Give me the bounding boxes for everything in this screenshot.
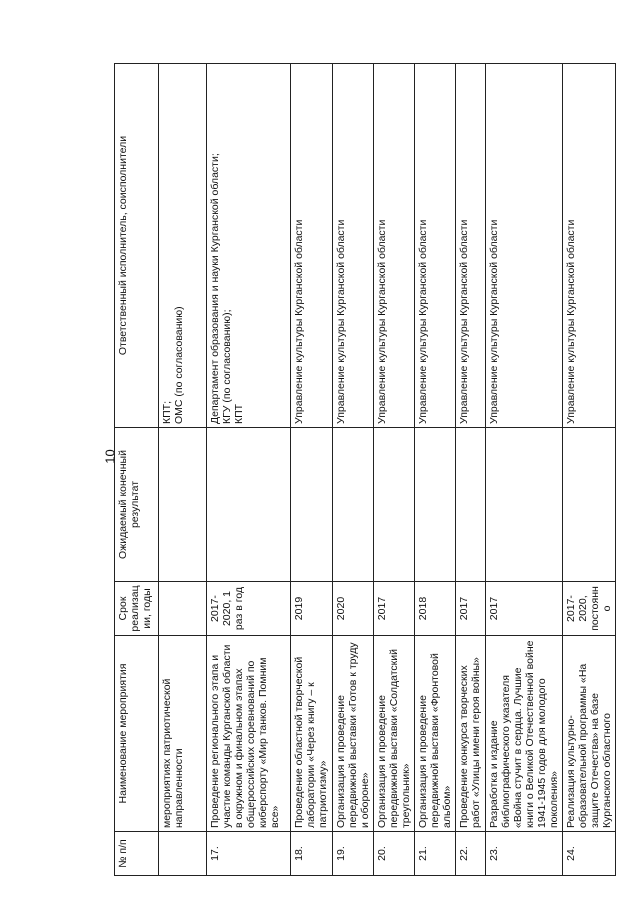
table-row — [291, 64, 333, 876]
measure-term: 2017-2020, постоянно — [563, 582, 616, 636]
table-row — [415, 64, 456, 876]
measure-name: Разработка и издание библиографического указателя «Война стучит в сердца. Лучшие книги о Великой Отечественной войне 1941-1945 годов для молодого поколения» — [486, 636, 563, 832]
executor-line: Департамент образования и науки Курганской области; — [209, 153, 221, 424]
executor-line: Управление культуры Курганской области — [376, 219, 388, 424]
row-number: 24. — [563, 832, 616, 876]
table-row — [333, 64, 374, 876]
table-row — [207, 64, 291, 876]
row-number — [159, 832, 207, 876]
row-number: 17. — [207, 832, 291, 876]
measure-name: Организация и проведение передвижной выставки «Готов к труду и обороне» — [333, 636, 374, 832]
measure-term — [159, 582, 207, 636]
table-header-row — [115, 64, 159, 876]
measure-name: мероприятиях патриотической направленности — [159, 636, 207, 832]
executor-cell — [159, 64, 207, 428]
measure-name: Организация и проведение передвижной выставки «Фронтовой альбом» — [415, 636, 456, 832]
rotated-document — [114, 64, 613, 876]
table-row — [159, 64, 207, 876]
executor-line: Управление культуры Курганской области — [488, 219, 500, 424]
table-row — [374, 64, 415, 876]
executor-line: КПТ — [233, 403, 245, 424]
executor-line: Управление культуры Курганской области — [458, 219, 470, 424]
table-row — [563, 64, 616, 876]
executor-cell — [207, 64, 291, 428]
measure-term: 2018 — [415, 582, 456, 636]
executor-line: Управление культуры Курганской области — [417, 219, 429, 424]
page-number: 10 — [102, 449, 118, 464]
executor-line: КГУ (по согласованию); — [221, 309, 233, 424]
expected-result — [415, 428, 456, 582]
measure-name: Проведение регионального этапа и участие команды Курганской области в окружном и финальном этапах общероссийских соревнований по киберспорту «Мир танков. Помним все» — [207, 636, 291, 832]
executor-line: ОМС (по согласованию) — [173, 306, 185, 424]
expected-result — [333, 428, 374, 582]
measure-term: 2017 — [486, 582, 563, 636]
row-number: 22. — [456, 832, 486, 876]
header-executor: Ответственный исполнитель, соисполнители — [115, 64, 159, 428]
header-result: Ожидаемый конечный результат — [115, 428, 159, 582]
measure-term: 2020 — [333, 582, 374, 636]
measure-term: 2017 — [456, 582, 486, 636]
executor-cell — [415, 64, 456, 428]
header-name: Наименование мероприятия — [115, 636, 159, 832]
measure-name: Организация и проведение передвижной выставки «Солдатский треугольник» — [374, 636, 415, 832]
table-body — [159, 64, 616, 876]
header-num: № п/п — [115, 832, 159, 876]
row-number: 19. — [333, 832, 374, 876]
row-number: 23. — [486, 832, 563, 876]
row-number: 18. — [291, 832, 333, 876]
executor-cell — [456, 64, 486, 428]
executor-cell — [563, 64, 616, 428]
executor-line: Управление культуры Курганской области — [335, 219, 347, 424]
executor-line: Управление культуры Курганской области — [565, 219, 577, 424]
measure-name: Реализация культурно-образовательной программы «На защите Отечества» на базе Курганского областного — [563, 636, 616, 832]
table-row — [486, 64, 563, 876]
row-number: 21. — [415, 832, 456, 876]
row-number: 20. — [374, 832, 415, 876]
expected-result — [159, 428, 207, 582]
expected-result — [456, 428, 486, 582]
measure-name: Проведение конкурса творческих работ «Улицы имени героя войны» — [456, 636, 486, 832]
executor-cell — [486, 64, 563, 428]
header-term: Срок реализации, годы — [115, 582, 159, 636]
executor-cell — [291, 64, 333, 428]
measure-term: 2017-2020, 1 раз в год — [207, 582, 291, 636]
executor-cell — [333, 64, 374, 428]
expected-result — [486, 428, 563, 582]
executor-line: КПТ; — [161, 401, 173, 424]
expected-result — [374, 428, 415, 582]
executor-cell — [374, 64, 415, 428]
measures-table — [114, 63, 616, 876]
table-row — [456, 64, 486, 876]
expected-result — [563, 428, 616, 582]
expected-result — [207, 428, 291, 582]
measure-term: 2017 — [374, 582, 415, 636]
measure-term: 2019 — [291, 582, 333, 636]
executor-line: Управление культуры Курганской области — [293, 219, 305, 424]
expected-result — [291, 428, 333, 582]
measure-name: Проведение областной творческой лаборатории «Через книгу – к патриотизму» — [291, 636, 333, 832]
